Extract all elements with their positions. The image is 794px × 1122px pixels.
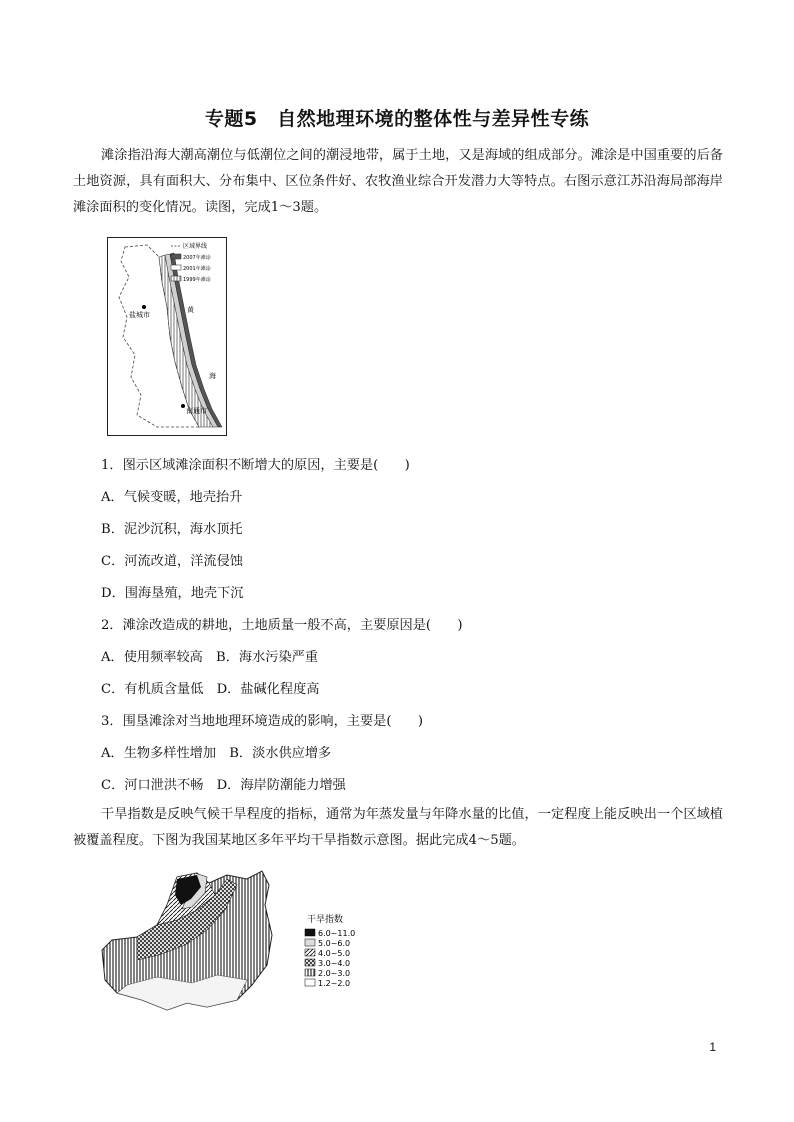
- question-3-options-cd: C．河口泄洪不畅 D．海岸防潮能力增强: [101, 778, 346, 793]
- sea-label-1: 黄: [187, 306, 194, 314]
- question-1-stem: 1．图示区域滩涂面积不断增大的原因，主要是( ): [101, 458, 410, 473]
- intro-paragraph-2: 干旱指数是反映气候干旱程度的指标，通常为年蒸发量与年降水量的比值，一定程度上能反映出一个区域植被覆盖程度。下图为我国某地区多年平均干旱指数示意图。据此完成4～5题。: [73, 807, 723, 848]
- legend-title: 干旱指数: [307, 915, 344, 925]
- sea-label-2: 海: [209, 372, 216, 380]
- legend-1999: 1999年滩涂: [183, 277, 211, 283]
- question-3-options-ab: A．生物多样性增加 B．淡水供应增多: [101, 746, 332, 761]
- question-3-stem: 3．围垦滩涂对当地地理环境造成的影响，主要是( ): [101, 714, 423, 729]
- legend-item-1: 6.0~11.0: [318, 929, 356, 938]
- map2-legend: [305, 913, 355, 988]
- city-yancheng: 盐城市: [129, 311, 150, 319]
- question-1-option-c: C．河流改道，洋流侵蚀: [101, 554, 243, 569]
- city-nantong: 南通市: [186, 407, 207, 415]
- legend-item-5: 2.0~3.0: [318, 969, 351, 978]
- aridity-index-map: [97, 865, 382, 1015]
- page-number: 1: [709, 1040, 716, 1054]
- question-1-option-b: B．泥沙沉积，海水顶托: [101, 522, 243, 537]
- question-1-option-a: A．气候变暖，地壳抬升: [101, 490, 243, 505]
- nantong-dot: [181, 404, 185, 408]
- legend-item-3: 4.0~5.0: [318, 949, 351, 958]
- legend-item-2: 5.0~6.0: [318, 939, 351, 948]
- legend-2007: 2007年滩涂: [183, 255, 211, 261]
- yancheng-dot: [142, 305, 146, 309]
- legend-item-6: 1.2~2.0: [318, 979, 351, 988]
- question-2-options-cd: C．有机质含量低 D．盐碱化程度高: [101, 682, 320, 697]
- legend-item-4: 3.0~4.0: [318, 959, 351, 968]
- page-title: 专题5 自然地理环境的整体性与差异性专练: [204, 108, 590, 130]
- coastal-tidal-flat-map: [107, 237, 227, 436]
- legend-2001: 2001年滩涂: [183, 266, 211, 272]
- legend-boundary: 区域界线: [183, 243, 208, 250]
- question-2-stem: 2．滩涂改造成的耕地，土地质量一般不高，主要原因是( ): [101, 618, 463, 633]
- intro-paragraph-1: 滩涂指沿海大潮高潮位与低潮位之间的潮浸地带，属于土地，又是海域的组成部分。滩涂是中国重要的后备土地资源，具有面积大、分布集中、区位条件好、农牧渔业综合开发潜力大等特点。右图示意江苏沿海局部海岸滩涂面积的变化情况。读图，完成1～3题。: [73, 148, 723, 215]
- question-2-options-ab: A．使用频率较高 B．海水污染严重: [101, 650, 319, 665]
- question-1-option-d: D．围海垦殖，地壳下沉: [101, 586, 244, 601]
